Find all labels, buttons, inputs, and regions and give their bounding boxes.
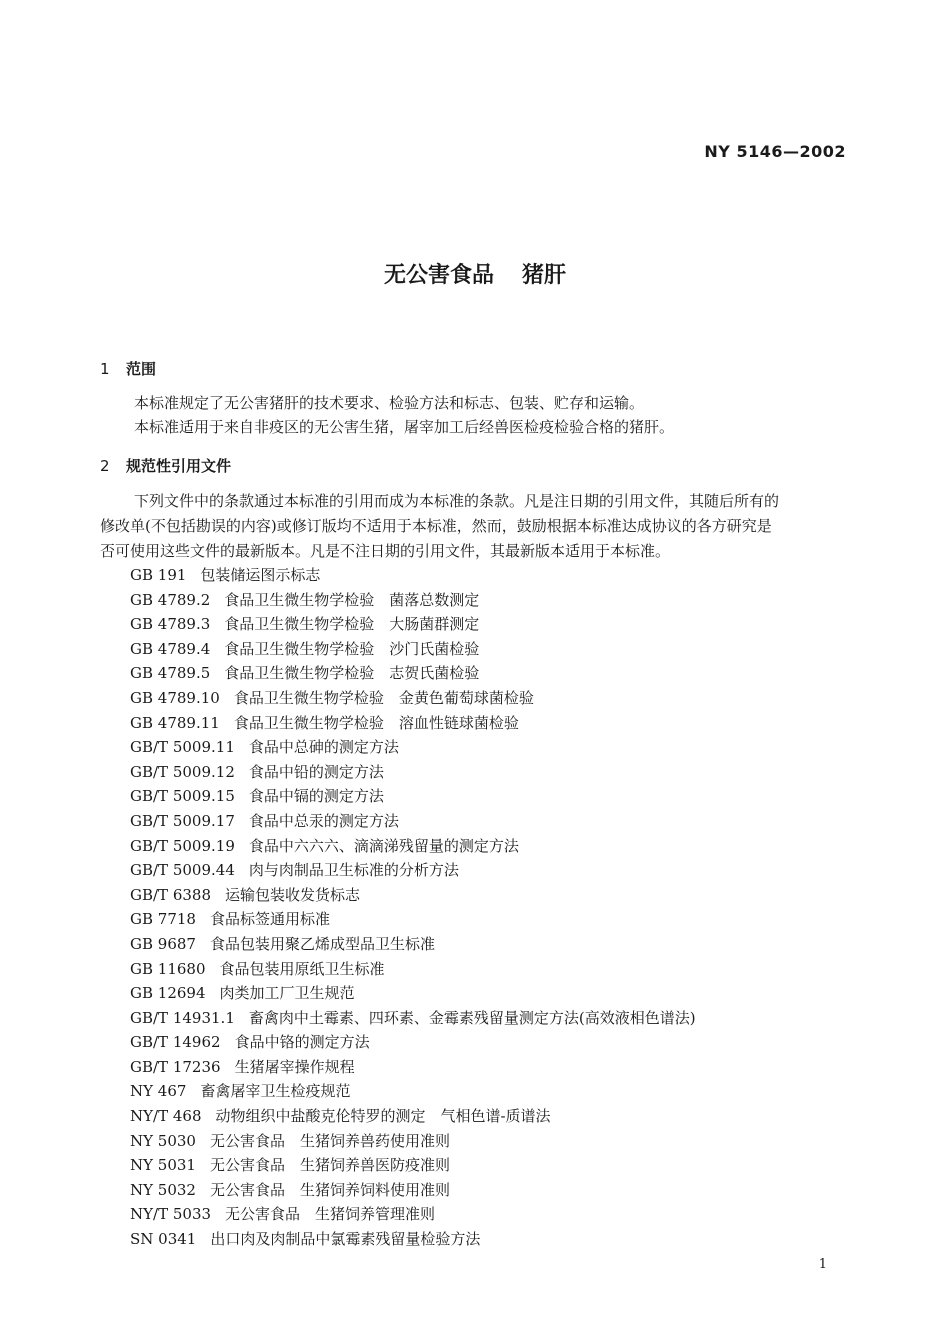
reference-code: GB 4789.2 (130, 590, 211, 609)
reference-item (130, 1104, 696, 1129)
reference-item (130, 735, 696, 760)
reference-code: NY/T 468 (130, 1107, 202, 1126)
reference-title: 食品中铅的测定方法 (248, 762, 384, 781)
page-number: 1 (818, 1257, 827, 1272)
reference-code: NY 5030 (130, 1131, 196, 1150)
reference-code: GB/T 5009.15 (130, 787, 235, 806)
reference-code: GB/T 5009.19 (130, 836, 235, 855)
section-2-heading (100, 455, 231, 476)
reference-title: 无公害食品 生猪饲养兽医防疫准则 (209, 1156, 450, 1175)
reference-code: GB/T 17236 (130, 1057, 221, 1076)
reference-item (130, 612, 696, 637)
reference-item (130, 1202, 696, 1227)
reference-item (130, 809, 696, 834)
reference-item (130, 1153, 696, 1178)
reference-code: GB 7718 (130, 910, 196, 929)
reference-code: GB/T 5009.11 (130, 738, 235, 757)
reference-code: GB/T 6388 (130, 885, 212, 904)
reference-code: GB/T 5009.12 (130, 762, 235, 781)
reference-title: 动物组织中盐酸克伦特罗的测定 气相色谱-质谱法 (215, 1107, 551, 1126)
reference-code: SN 0341 (130, 1230, 197, 1249)
section-1-number: 1 (100, 360, 110, 378)
reference-title: 食品中镉的测定方法 (248, 787, 384, 806)
reference-item (130, 1178, 696, 1203)
reference-list (130, 563, 696, 1252)
reference-title: 食品包装用原纸卫生标准 (219, 959, 385, 978)
section-2-number: 2 (100, 457, 110, 475)
reference-item (130, 1129, 696, 1154)
reference-code: NY 5032 (130, 1180, 196, 1199)
reference-title: 运输包装收发货标志 (225, 885, 361, 904)
reference-title: 无公害食品 生猪饲养饲料使用准则 (209, 1180, 450, 1199)
reference-title: 食品中铬的测定方法 (234, 1033, 370, 1052)
reference-item (130, 1030, 696, 1055)
reference-code: GB 9687 (130, 934, 196, 953)
section-1-paragraph-1: 本标准规定了无公害猪肝的技术要求、检验方法和标志、包装、贮存和运输。 (134, 394, 645, 412)
reference-title: 无公害食品 生猪饲养兽药使用准则 (209, 1131, 450, 1150)
reference-code: GB 4789.11 (130, 713, 220, 732)
reference-item (130, 1055, 696, 1080)
reference-title: 肉类加工厂卫生规范 (219, 984, 355, 1003)
reference-title: 包装储运图示标志 (200, 566, 321, 584)
section-2-title: 规范性引用文件 (126, 457, 232, 475)
reference-title: 食品标签通用标准 (209, 910, 330, 929)
section-2-intro-line-2: 修改单(不包括勘误的内容)或修订版均不适用于本标准，然而，鼓励根据本标准达成协议的各方研究是 (100, 517, 772, 535)
document-title (0, 258, 950, 289)
reference-code: NY 467 (130, 1082, 187, 1101)
reference-code: GB/T 14962 (130, 1033, 221, 1052)
reference-title: 肉与肉制品卫生标准的分析方法 (248, 861, 459, 880)
reference-item (130, 760, 696, 785)
section-2-intro-line-3: 否可使用这些文件的最新版本。凡是不注日期的引用文件，其最新版本适用于本标准。 (100, 542, 671, 560)
reference-item (130, 637, 696, 662)
reference-code: GB 4789.5 (130, 664, 211, 683)
reference-title: 食品卫生微生物学检验 志贺氏菌检验 (224, 664, 480, 683)
reference-title: 食品卫生微生物学检验 菌落总数测定 (224, 590, 480, 609)
reference-item (130, 907, 696, 932)
reference-item (130, 1079, 696, 1104)
reference-item (130, 563, 696, 588)
reference-code: GB/T 5009.17 (130, 811, 235, 830)
reference-code: NY/T 5033 (130, 1205, 212, 1224)
reference-title: 畜禽肉中土霉素、四环素、金霉素残留量测定方法(高效液相色谱法) (248, 1008, 696, 1027)
reference-code: GB 12694 (130, 984, 206, 1003)
section-1-paragraph-2: 本标准适用于来自非疫区的无公害生猪，屠宰加工后经兽医检疫检验合格的猪肝。 (134, 418, 675, 436)
reference-item (130, 686, 696, 711)
reference-item (130, 858, 696, 883)
reference-item (130, 834, 696, 859)
section-1-heading (100, 358, 156, 379)
reference-item (130, 588, 696, 613)
reference-code: GB/T 5009.44 (130, 861, 235, 880)
reference-code: GB 4789.4 (130, 639, 211, 658)
reference-item (130, 711, 696, 736)
reference-title: 食品卫生微生物学检验 沙门氏菌检验 (224, 639, 480, 658)
reference-code: GB 11680 (130, 959, 206, 978)
reference-code: NY 5031 (130, 1156, 196, 1175)
title-part-2: 猪肝 (522, 263, 567, 288)
title-part-1: 无公害食品 (383, 263, 494, 288)
reference-item (130, 883, 696, 908)
reference-item (130, 932, 696, 957)
reference-title: 生猪屠宰操作规程 (234, 1057, 355, 1076)
reference-item (130, 957, 696, 982)
reference-item (130, 784, 696, 809)
reference-item (130, 1006, 696, 1031)
reference-code: GB 191 (130, 566, 187, 584)
reference-title: 畜禽屠宰卫生检疫规范 (200, 1082, 351, 1101)
reference-code: GB/T 14931.1 (130, 1008, 235, 1027)
reference-title: 食品卫生微生物学检验 大肠菌群测定 (224, 615, 480, 634)
reference-title: 食品卫生微生物学检验 金黄色葡萄球菌检验 (233, 688, 534, 707)
reference-title: 食品包装用聚乙烯成型品卫生标准 (209, 934, 435, 953)
reference-item (130, 981, 696, 1006)
reference-title: 食品中总汞的测定方法 (248, 811, 399, 830)
reference-item (130, 1227, 696, 1252)
reference-title: 出口肉及肉制品中氯霉素残留量检验方法 (210, 1230, 481, 1249)
reference-title: 食品中六六六、滴滴涕残留量的测定方法 (248, 836, 519, 855)
reference-title: 无公害食品 生猪饲养管理准则 (225, 1205, 436, 1224)
reference-code: GB 4789.3 (130, 615, 211, 634)
reference-item (130, 661, 696, 686)
reference-title: 食品卫生微生物学检验 溶血性链球菌检验 (233, 713, 519, 732)
reference-code: GB 4789.10 (130, 688, 220, 707)
reference-title: 食品中总砷的测定方法 (248, 738, 399, 757)
section-1-title: 范围 (126, 360, 157, 378)
section-2-intro-line-1: 下列文件中的条款通过本标准的引用而成为本标准的条款。凡是注日期的引用文件，其随后所有的 (134, 492, 780, 510)
standard-number: NY 5146—2002 (704, 142, 846, 161)
